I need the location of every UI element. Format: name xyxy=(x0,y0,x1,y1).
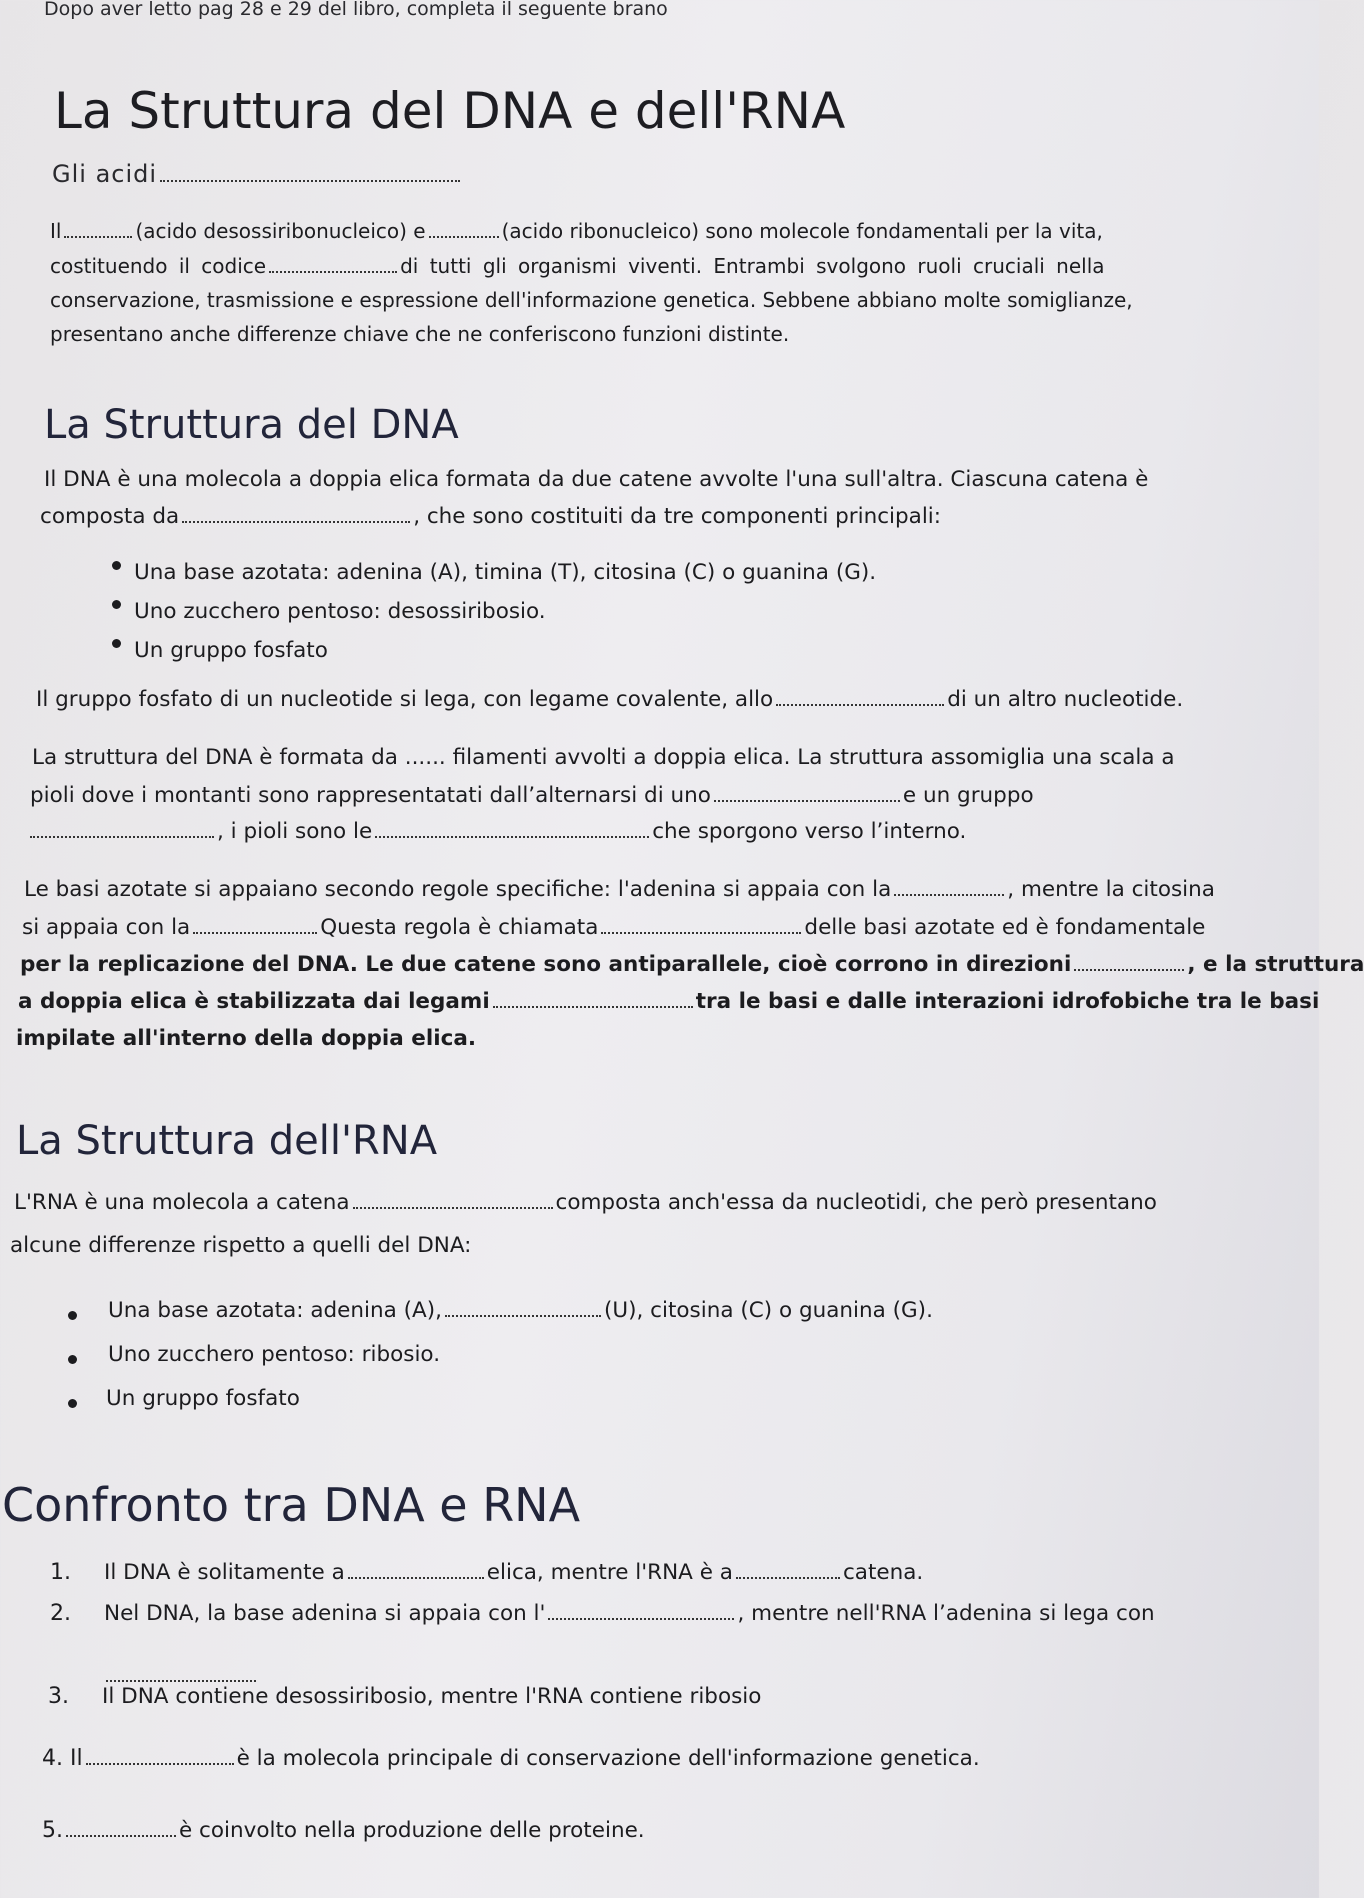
dna-struct-line2: pioli dove i montanti sono rappresentatati dall’alternarsi di uno e un gruppo xyxy=(30,783,1034,808)
blank-idrogeno[interactable] xyxy=(493,988,693,1008)
bullet-dot xyxy=(112,600,121,609)
blank-nucleotidi[interactable] xyxy=(182,503,410,523)
bullet-dot xyxy=(68,1355,77,1364)
blank-singola[interactable] xyxy=(353,1189,553,1209)
blank-zucchero-2[interactable] xyxy=(714,782,900,802)
confronto-item-1: 1. Il DNA è solitamente a elica, mentre l'RNA è a catena. xyxy=(50,1560,924,1585)
rna-bullet-base: Una base azotata: adenina (A), (U), citosina (C) o guanina (G). xyxy=(108,1298,933,1323)
section-heading-acidi: Gli acidi xyxy=(52,160,463,188)
dna-bullet-base: Una base azotata: adenina (A), timina (T), citosina (C) o guanina (G). xyxy=(134,560,877,585)
confronto-item-3: 3. Il DNA contiene desossiribosio, mentre l'RNA contiene ribosio xyxy=(48,1684,762,1709)
blank-uracile-2[interactable] xyxy=(106,1662,256,1682)
confronto-item-4: 4. Il è la molecola principale di conservazione dell'informazione genetica. xyxy=(42,1746,980,1771)
blank-complementarita[interactable] xyxy=(601,914,801,934)
section-heading-confronto: Confronto tra DNA e RNA xyxy=(2,1478,581,1532)
blank-codice[interactable] xyxy=(269,253,397,273)
dna-bullet-fosfato: Un gruppo fosfato xyxy=(134,638,328,663)
dna-basi-line3: per la replicazione del DNA. Le due catene sono antiparallele, cioè corrono in direzioni , e la struttura xyxy=(20,952,1364,977)
blank-singola-2[interactable] xyxy=(736,1559,840,1579)
blank-guanina[interactable] xyxy=(193,914,317,934)
dna-basi-line1: Le basi azotate si appaiano secondo regole specifiche: l'adenina si appaia con la , mentre la citosina xyxy=(24,877,1215,902)
rna-line2: alcune differenze rispetto a quelli del DNA: xyxy=(10,1233,472,1258)
section-heading-dna: La Struttura del DNA xyxy=(44,402,459,448)
dna-basi-line2: si appaia con la Questa regola è chiamata delle basi azotate ed è fondamentale xyxy=(22,915,1206,940)
para1-line4: presentano anche differenze chiave che ne conferiscono funzioni distinte. xyxy=(50,322,790,346)
para1-line1: Il (acido desossiribonucleico) e (acido ribonucleico) sono molecole fondamentali per la vita, xyxy=(50,219,1103,243)
confronto-item-5: 5. è coinvolto nella produzione delle proteine. xyxy=(42,1818,645,1843)
dna-struct-line3: , i pioli sono le che sporgono verso l’interno. xyxy=(30,817,966,847)
bullet-dot xyxy=(68,1311,77,1320)
dna-basi-line5: impilate all'interno della doppia elica. xyxy=(16,1026,477,1051)
bullet-dot xyxy=(112,561,121,570)
rna-bullet-fosfato: Un gruppo fosfato xyxy=(106,1386,300,1411)
dna-basi-line4: a doppia elica è stabilizzata dai legami tra le basi e dalle interazioni idrofobiche tra le basi xyxy=(18,989,1320,1014)
instructions-text: Dopo aver letto pag 28 e 29 del libro, completa il seguente brano xyxy=(44,0,668,20)
blank-uracile[interactable] xyxy=(445,1297,601,1317)
blank-doppia[interactable] xyxy=(348,1559,484,1579)
confronto-item-2: 2. Nel DNA, la base adenina si appaia con l' , mentre nell'RNA l’adenina si lega con xyxy=(50,1601,1155,1626)
dna-bullet-zucchero: Uno zucchero pentoso: desossiribosio. xyxy=(134,599,546,624)
blank-timina-2[interactable] xyxy=(548,1600,734,1620)
bullet-dot xyxy=(112,639,121,648)
blank-filamenti[interactable]: ...... xyxy=(404,745,446,770)
blank-dna-2[interactable] xyxy=(86,1745,234,1765)
page-title: La Struttura del DNA e dell'RNA xyxy=(54,82,846,140)
blank-zucchero[interactable] xyxy=(776,686,944,706)
blank-basi-azotate[interactable] xyxy=(375,818,649,838)
blank-rna[interactable] xyxy=(429,218,499,238)
dna-fosfato-line: Il gruppo fosfato di un nucleotide si lega, con legame covalente, allo di un altro nucleotide. xyxy=(36,687,1184,712)
blank-dna[interactable] xyxy=(64,218,132,238)
section-heading-rna: La Struttura dell'RNA xyxy=(16,1118,438,1164)
para1-line3: conservazione, trasmissione e espressione dell'informazione genetica. Sebbene abbiano molte somiglianze, xyxy=(50,288,1133,312)
blank-fosfato[interactable] xyxy=(30,818,214,838)
blank-rna-2[interactable] xyxy=(66,1817,176,1837)
dna-line2: composta da , che sono costituiti da tre componenti principali: xyxy=(40,504,942,529)
rna-bullet-zucchero: Uno zucchero pentoso: ribosio. xyxy=(108,1342,441,1367)
rna-line1: L'RNA è una molecola a catena composta anch'essa da nucleotidi, che però presentano xyxy=(14,1190,1157,1215)
dna-line1: Il DNA è una molecola a doppia elica formata da due catene avvolte l'una sull'altra. Ciascuna catena è xyxy=(44,467,1149,492)
blank-opposte[interactable] xyxy=(1074,951,1184,971)
para1-line2: costituendo il codice di tutti gli organismi viventi. Entrambi svolgono ruoli cruciali nella xyxy=(50,254,1105,278)
dna-struct-line1: La struttura del DNA è formata da ...... filamenti avvolti a doppia elica. La struttura assomiglia una scala a xyxy=(32,745,1175,770)
blank-timina[interactable] xyxy=(894,876,1004,896)
blank-acidi[interactable] xyxy=(160,162,460,182)
bullet-dot xyxy=(68,1399,77,1408)
